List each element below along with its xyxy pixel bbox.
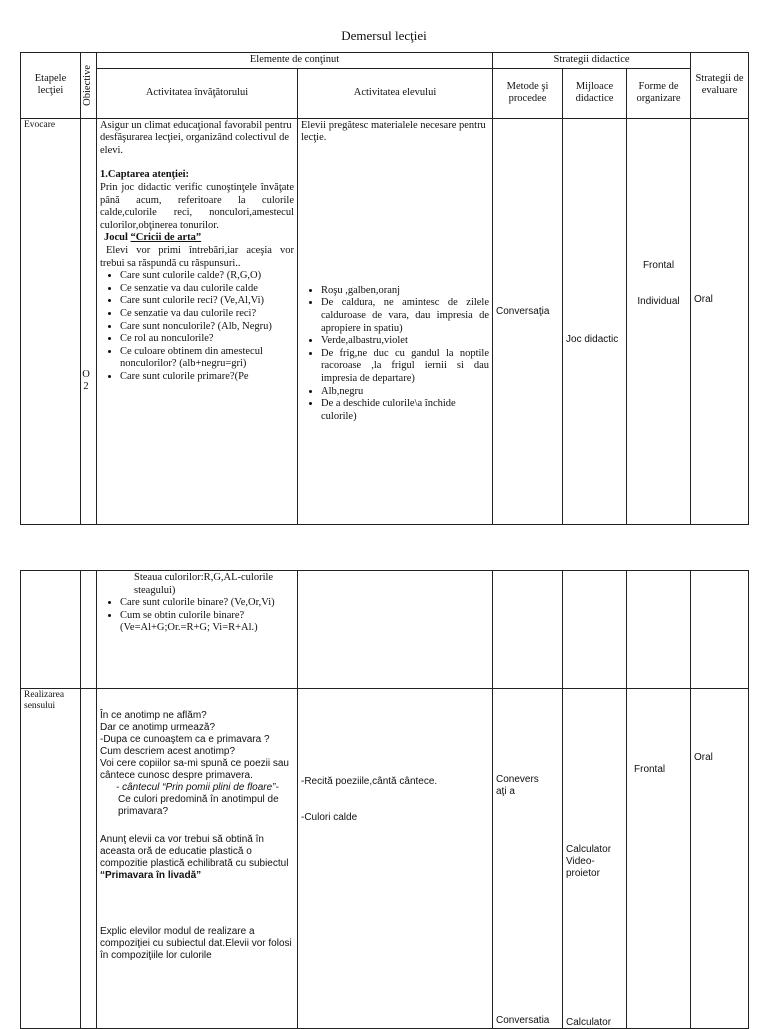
captare-text: Prin joc didactic verific cunoştinţele învăţate până acum, referitoare la culorile calde,culorile reci, nonculori,amestecul culorilor,obţinerea tonurilor. [100,181,294,231]
forme-realizare: Frontal [634,764,666,775]
question-item: • Care sunt culorile primare?(Pe [120,371,294,384]
anunt-subject: “Primavara în livadă” [100,870,202,881]
student-recita: -Recită poeziile,cântă cântece. [301,776,438,787]
stage-evocare: Evocare [21,118,81,524]
teacher-activity-evocare [97,118,298,524]
header-etapele: Etapele lecţiei [21,53,81,119]
teacher-line: Cum descriem acest anotimp? [100,746,236,757]
student-activity-evocare [298,118,493,524]
evaluare-evocare: Oral [694,293,713,305]
evaluare-realizare: Oral [694,752,713,763]
teacher-activity-realizare [97,689,298,1029]
question-item: • Cum se obtin culorile binare? (Ve=Al+G;Or.=R+G; Vi=R+Al.) [120,610,294,635]
header-elemente: Elemente de conţinut [97,53,493,69]
lesson-table-part-2 [20,570,749,1029]
question-item: • Ce senzatie va dau culorile calde [120,283,294,296]
steaua-text: Steaua culorilor:R,G,AL-culorile steagului) [134,572,274,596]
header-strategii-didactice: Strategii didactice [493,53,691,69]
header-metode: Metode şi procedee [493,68,563,118]
mijloace-realizare-1: Calculator Video-proietor [566,844,612,879]
question-item: • Ce culoare obtinem din amestecul nonculorilor? (alb+negru=gri) [120,346,294,371]
question-item: • Care sunt nonculorile? (Alb, Negru) [120,321,294,334]
lesson-table-part-1 [20,52,749,525]
question-item: • Care sunt culorile binare? (Ve,Or,Vi) [120,597,294,610]
anunt-text: Anunţ elevii ca vor trebui să obtină în aceasta oră de educatie plastică o compozitie plastică echilibrată cu subiectul [100,834,289,869]
answer-item: • Alb,negru [321,386,489,399]
objective-code: O 2 [82,368,90,393]
joc-text: Elevi vor primi întrebări,iar aceşia vor trebui sa răspundă cu răspunsuri.. [100,244,294,269]
student-activity-realizare [298,689,493,1029]
binary-question-list [100,597,294,635]
forme-individual: Individual [637,295,680,307]
teacher-line: În ce anotimp ne aflăm? [100,710,207,721]
captare-title: 1.Captarea atenţiei: [100,169,190,181]
answer-item: • Verde,albastru,violet [321,335,489,348]
forme-frontal: Frontal [642,259,675,271]
answer-item: • De a deschide culorile\a închide culorile) [321,398,489,423]
teacher-intro: Asigur un climat educaţional favorabil pentru desfăşurarea lecţiei, organizând colectivul de elevi. [100,119,292,156]
joc-name: “Cricii de arta” [130,232,202,244]
header-activitatea-invatatorului: Activitatea învăţătorului [97,68,298,118]
answer-item: • Roşu ,galben,oranj [321,285,489,298]
question-item: • Ce rol au nonculorile? [120,333,294,346]
student-culori: -Culori calde [301,812,358,823]
header-forme: Forme de organizare [627,68,691,118]
metode-evocare: Conversaţia [496,305,550,317]
page-title: Demersul lecţiei [341,28,427,43]
student-intro: Elevii pregătesc materialele necesare pentru lecţie. [301,119,486,144]
answer-list [301,285,489,424]
header-mijloace: Mijloace didactice [563,68,627,118]
metode-realizare-1: Conevers aţi a [496,774,539,797]
joc-prefix: Jocul [104,232,131,244]
cantec-item: - cântecul “Prin pomii plini de floare”- [126,782,294,794]
question-item: • Care sunt culorile reci? (Ve,Al,Vi) [120,295,294,308]
question-list [100,270,294,383]
answer-item: • De frig,ne duc cu gandul la noptile racoroase ,la frigul iernii si dau impresia de departare) [321,348,489,386]
question-item: • Ce senzatie va dau culorile reci? [120,308,294,321]
header-activitatea-elevului: Activitatea elevului [298,68,493,118]
teacher-line: -Dupa ce cunoaştem ca e primavara ? [100,734,270,745]
header-obiective: Obiective [82,64,94,106]
culori-question: Ce culori predomină în anotimpul de primavara? [118,794,279,817]
stage-realizare: Realizarea sensului [21,689,81,1029]
teacher-line: Dar ce anotimp urmează? [100,722,216,733]
mijloace-evocare: Joc didactic [566,333,619,345]
teacher-activity-continuation [97,571,298,689]
header-strategii-evaluare: Strategii de evaluare [691,53,749,119]
answer-item: • De caldura, ne amintesc de zilele calduroase de vara, dau impresia de apropiere in spatiu) [321,297,489,335]
teacher-line: Voi cere copiilor sa-mi spună ce poezii sau cântece cunosc despre primavera. [100,758,289,781]
explic-text: Explic elevilor modul de realizare a compoziţiei cu subiectul dat.Elevii vor folosi în compoziţiile lor culorile [100,926,292,961]
metode-realizare-2: Conversatia [496,1015,550,1026]
question-item: • Care sunt culorile calde? (R,G,O) [120,270,294,283]
mijloace-realizare-2: Calculator [566,1017,612,1028]
